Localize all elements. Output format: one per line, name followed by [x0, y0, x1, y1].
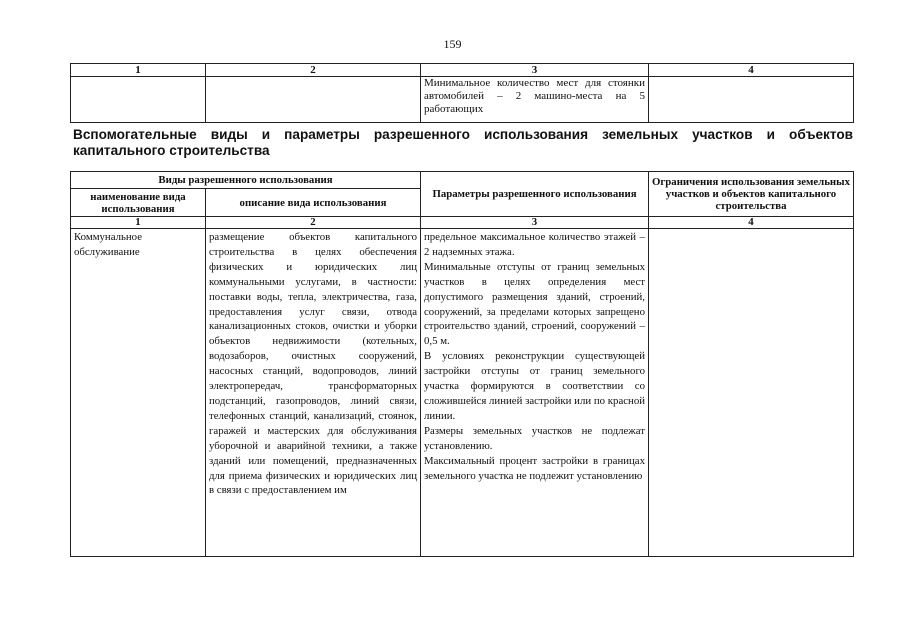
continuation-table [70, 63, 854, 123]
permitted-uses-header: Виды разрешенного использования [71, 172, 421, 189]
column-number: 1 [71, 64, 206, 77]
parameter-paragraph: Размеры земельных участков не подлежат установлению. [424, 424, 645, 452]
column-number: 4 [649, 64, 854, 77]
restrictions-cell [649, 77, 854, 123]
column-number: 1 [71, 217, 206, 229]
use-name-cell [71, 77, 206, 123]
column-number-row [71, 64, 854, 77]
parameter-paragraph: Максимальный процент застройки в границах земельного участка не подлежит установлению [424, 454, 645, 482]
use-name-cell: Коммунальное обслуживание [71, 229, 206, 557]
use-description-header: описание вида использования [206, 189, 421, 217]
column-number: 3 [421, 217, 649, 229]
parameter-paragraph: В условиях реконструкции существующей застройки отступы от границ земельного участка формируются в соответствии со сложившейся линией застройки или по красной линии. [424, 350, 645, 422]
use-description-cell [206, 77, 421, 123]
parameters-cell [421, 229, 649, 557]
column-number: 4 [649, 217, 854, 229]
table-row [71, 229, 854, 557]
restrictions-header: Ограничения использования земельных участков и объектов капитального строительства [649, 172, 854, 217]
column-number: 3 [421, 64, 649, 77]
section-title: Вспомогательные виды и параметры разрешенного использования земельных участков и объектов капитального строительства [73, 127, 853, 158]
page-number: 159 [443, 37, 462, 51]
restrictions-cell [649, 229, 854, 557]
column-number: 2 [206, 217, 421, 229]
parameters-header: Параметры разрешенного использования [421, 172, 649, 217]
use-description-cell: размещение объектов капитального строительства в целях обеспечения физических и юридических лиц коммунальными услугами, в частности: поставки воды, тепла, электричества, газа, предоставления услуг связи, отвода канализационных стоков, очистки и уборки объектов недвижимости (котельных, водозаборов, очистных сооружений, насосных станций, водопроводов, линий электропередач, трансформаторных подстанций, газопроводов, линий связи, телефонных станций, канализаций, стоянок, гаражей и мастерских для обслуживания уборочной и аварийной техники, а также зданий или помещений, предназначенных для приема физических и юридических лиц в связи с предоставлением им [206, 229, 421, 557]
auxiliary-uses-table [70, 171, 854, 557]
column-number: 2 [206, 64, 421, 77]
parameter-paragraph: Минимальные отступы от границ земельных участков в целях определения мест допустимого размещения зданий, строений, сооружений, за пределами которых запрещено строительство зданий, строений, сооружений – 0,5 м. [424, 260, 645, 348]
parameter-paragraph: предельное максимальное количество этажей – 2 надземных этажа. [424, 231, 645, 258]
column-number-row [71, 217, 854, 229]
table-row [71, 77, 854, 123]
use-name-header: наименование вида использования [71, 189, 206, 217]
header-row [71, 172, 854, 189]
parameters-cell: Минимальное количество мест для стоянки автомобилей – 2 машино-места на 5 работающих [421, 77, 649, 123]
